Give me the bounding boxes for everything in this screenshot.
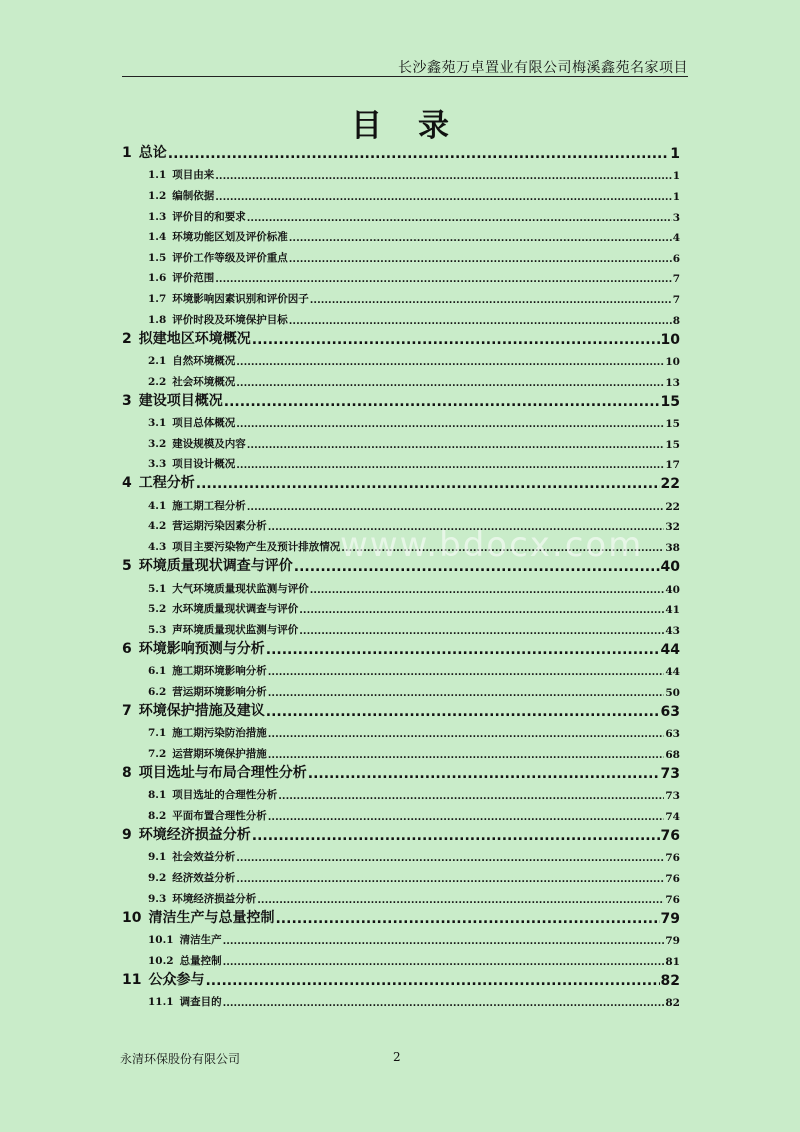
toc-entry-number: 6.2 [148,685,167,698]
toc-leader-dots [247,212,672,224]
toc-entry-title [148,725,267,740]
toc-leader-dots [223,956,665,968]
toc-entry-title [122,638,265,658]
toc-entry-title [122,907,274,927]
toc-section-entry[interactable] [122,802,680,823]
toc-section-entry[interactable] [122,306,680,327]
toc-page-number: 82 [665,997,680,1010]
toc-leader-dots [266,642,660,658]
toc-entry-title [148,312,288,327]
toc-section-entry[interactable] [122,162,680,183]
toc-entry-label: 项目设计概况 [172,458,236,471]
toc-section-entry[interactable] [122,451,680,472]
toc-leader-dots [299,604,664,616]
toc-page-number: 76 [665,873,680,886]
toc-page-number: 81 [665,955,680,968]
toc-leader-dots [289,315,672,327]
toc-entry-title [148,870,235,885]
toc-leader-dots [252,332,660,348]
toc-entry-number: 7 [122,702,132,719]
toc-entry-title [148,953,222,968]
footer-page-number: 2 [393,1050,401,1064]
toc-entry-number: 5 [122,557,132,574]
toc-leader-dots [215,191,671,203]
toc-entry-label: 总论 [138,144,167,161]
toc-entry-label: 环境功能区划及评价标准 [172,231,288,244]
toc-entry-number: 9.2 [148,872,167,885]
toc-entry-title [148,684,267,699]
toc-entry-label: 施工期工程分析 [172,499,246,512]
toc-entry-title [148,291,309,306]
toc-entry-title [148,622,298,637]
toc-entry-title [148,539,340,554]
toc-leader-dots [268,666,665,678]
toc-entry-title [148,374,235,389]
toc-entry-number: 9.3 [148,892,167,905]
table-of-contents [122,141,680,1009]
header-rule [122,76,688,77]
toc-page-number: 63 [665,728,680,741]
toc-chapter-entry[interactable] [122,906,680,927]
toc-section-entry[interactable] [122,348,680,369]
toc-entry-label: 平面布置合理性分析 [172,809,267,822]
toc-entry-number: 1.6 [148,272,167,285]
toc-section-entry[interactable] [122,616,680,637]
toc-entry-number: 3.3 [148,458,167,471]
toc-entry-number: 4 [122,475,132,492]
toc-entry-label: 建设项目概况 [138,392,223,409]
toc-entry-label: 评价目的和要求 [172,210,246,223]
toc-entry-number: 8 [122,764,132,781]
toc-page-number: 22 [660,476,680,493]
toc-entry-label: 清洁生产与总量控制 [148,909,275,926]
watermark: www.bdocx.com [340,525,644,565]
toc-page-number: 43 [665,624,680,637]
toc-leader-dots [224,394,660,410]
toc-page-number: 15 [665,418,680,431]
toc-leader-dots [252,828,660,844]
toc-entry-title [148,250,288,265]
toc-entry-label: 环境经济损益分析 [172,892,257,905]
toc-entry-number: 1.3 [148,210,167,223]
running-header: 长沙鑫苑万卓置业有限公司梅溪鑫苑名家项目 [398,60,688,76]
toc-page-number: 15 [660,393,680,410]
toc-entry-title [148,663,267,678]
toc-leader-dots [223,935,665,947]
toc-chapter-entry[interactable] [122,823,680,844]
toc-entry-number: 2.2 [148,375,167,388]
toc-page-number: 41 [665,604,680,617]
toc-entry-label: 拟建地区环境概况 [138,330,251,347]
toc-section-entry[interactable] [122,740,680,761]
toc-entry-label: 营运期污染因素分析 [172,520,267,533]
toc-section-entry[interactable] [122,430,680,451]
toc-entry-title [148,456,235,471]
toc-entry-number: 3 [122,392,132,409]
toc-entry-label: 项目总体概况 [172,417,236,430]
toc-page-number: 17 [665,459,680,472]
toc-entry-number: 7.1 [148,727,167,740]
toc-entry-label: 社会效益分析 [172,851,236,864]
toc-entry-label: 水环境质量现状调查与评价 [172,603,299,616]
toc-entry-title [148,270,214,285]
toc-entry-title [148,353,235,368]
toc-section-entry[interactable] [122,720,680,741]
toc-entry-label: 项目由来 [172,169,215,182]
toc-page-number: 7 [672,273,680,286]
toc-leader-dots [236,418,664,430]
toc-page-number: 74 [665,810,680,823]
toc-page-number: 50 [665,686,680,699]
toc-section-entry[interactable] [122,285,680,306]
toc-leader-dots [168,146,670,162]
toc-leader-dots [289,253,672,265]
toc-section-entry[interactable] [122,927,680,948]
toc-chapter-entry[interactable] [122,471,680,492]
toc-leader-dots [310,584,665,596]
toc-entry-label: 施工期污染防治措施 [172,727,267,740]
toc-entry-number: 4.3 [148,541,167,554]
toc-page-number: 1 [672,191,680,204]
toc-entry-label: 经济效益分析 [172,872,236,885]
toc-entry-title [148,498,246,513]
toc-entry-title [122,390,223,410]
toc-leader-dots [299,625,664,637]
toc-entry-label: 工程分析 [138,475,195,492]
toc-entry-label: 评价工作等级及评价重点 [172,251,288,264]
toc-entry-number: 5.3 [148,623,167,636]
toc-section-entry[interactable] [122,492,680,513]
toc-page-number: 76 [665,893,680,906]
toc-leader-dots [236,459,664,471]
toc-entry-label: 运营期环境保护措施 [172,747,267,760]
toc-page-number: 1 [670,145,680,162]
toc-section-entry[interactable] [122,410,680,431]
toc-page-number: 10 [660,331,680,348]
toc-section-entry[interactable] [122,575,680,596]
toc-entry-label: 建设规模及内容 [172,437,246,450]
toc-leader-dots [223,997,665,1009]
toc-page-number: 22 [665,500,680,513]
toc-leader-dots [308,766,660,782]
toc-entry-title [122,142,167,162]
toc-section-entry[interactable] [122,224,680,245]
toc-entry-label: 大气环境质量现状监测与评价 [172,582,309,595]
toc-chapter-entry[interactable] [122,141,680,162]
toc-leader-dots [289,232,672,244]
toc-page-number: 68 [665,748,680,761]
toc-chapter-entry[interactable] [122,637,680,658]
toc-section-entry[interactable] [122,658,680,679]
toc-leader-dots [268,728,665,740]
toc-leader-dots [247,501,665,513]
toc-entry-title [148,229,288,244]
toc-leader-dots [268,687,665,699]
toc-entry-label: 总量控制 [179,954,222,967]
toc-entry-title [148,518,267,533]
toc-entry-title [148,746,267,761]
toc-section-entry[interactable] [122,782,680,803]
toc-leader-dots [215,273,671,285]
toc-page-number: 82 [660,972,680,989]
toc-section-entry[interactable] [122,885,680,906]
toc-entry-label: 环境影响因素识别和评价因子 [172,293,309,306]
toc-entry-label: 项目选址与布局合理性分析 [138,764,307,781]
toc-section-entry[interactable] [122,368,680,389]
toc-section-entry[interactable] [122,844,680,865]
toc-leader-dots [236,873,664,885]
toc-entry-number: 5.2 [148,603,167,616]
toc-entry-number: 4.2 [148,520,167,533]
toc-entry-number: 2.1 [148,355,167,368]
toc-page-number: 73 [660,765,680,782]
toc-entry-title [148,436,246,451]
toc-entry-label: 环境经济损益分析 [138,826,251,843]
toc-chapter-entry[interactable] [122,761,680,782]
toc-page-number: 63 [660,703,680,720]
toc-entry-number: 3.2 [148,437,167,450]
toc-page-number: 73 [665,790,680,803]
toc-section-entry[interactable] [122,989,680,1010]
toc-entry-number: 1.4 [148,231,167,244]
toc-entry-number: 8.2 [148,809,167,822]
toc-entry-title [148,787,277,802]
toc-leader-dots [247,439,665,451]
toc-entry-label: 评价范围 [172,272,215,285]
toc-entry-number: 10.2 [148,954,174,967]
toc-page-number: 79 [665,935,680,948]
toc-leader-dots [266,704,660,720]
toc-entry-title [148,581,309,596]
toc-leader-dots [205,973,659,989]
toc-entry-title [148,891,256,906]
toc-leader-dots [236,377,664,389]
toc-entry-title [148,849,235,864]
toc-entry-number: 6 [122,640,132,657]
toc-page-number: 4 [672,232,680,245]
toc-leader-dots [268,811,665,823]
toc-entry-number: 1.2 [148,190,167,203]
toc-entry-label: 自然环境概况 [172,355,236,368]
toc-entry-title [122,824,251,844]
toc-entry-label: 社会环境概况 [172,375,236,388]
toc-page-number: 15 [665,438,680,451]
toc-section-entry[interactable] [122,678,680,699]
toc-page-number: 40 [665,583,680,596]
toc-entry-label: 施工期环境影响分析 [172,665,267,678]
toc-entry-label: 项目选址的合理性分析 [172,789,278,802]
toc-entry-title [122,472,195,492]
toc-entry-number: 6.1 [148,665,167,678]
toc-entry-title [148,601,298,616]
toc-page-number: 1 [672,170,680,183]
toc-page-number: 76 [665,852,680,865]
toc-leader-dots [215,170,671,182]
toc-entry-label: 公众参与 [148,971,205,988]
toc-section-entry[interactable] [122,596,680,617]
toc-entry-label: 评价时段及环境保护目标 [172,313,288,326]
toc-entry-label: 编制依据 [172,190,215,203]
toc-leader-dots [275,911,659,927]
toc-chapter-entry[interactable] [122,968,680,989]
toc-page-number: 76 [660,827,680,844]
toc-entry-number: 5.1 [148,582,167,595]
toc-page-number: 40 [660,558,680,575]
toc-page-number: 7 [672,294,680,307]
toc-entry-label: 项目主要污染物产生及预计排放情况 [172,541,341,554]
toc-entry-title [148,167,214,182]
toc-chapter-entry[interactable] [122,699,680,720]
toc-entry-title [122,555,293,575]
toc-entry-title [122,969,204,989]
toc-entry-title [148,188,214,203]
toc-leader-dots [278,790,664,802]
toc-entry-label: 环境影响预测与分析 [138,640,265,657]
toc-entry-number: 9 [122,826,132,843]
toc-chapter-entry[interactable] [122,327,680,348]
toc-page-number: 32 [665,521,680,534]
toc-entry-label: 环境保护措施及建议 [138,702,265,719]
toc-entry-label: 营运期环境影响分析 [172,685,267,698]
toc-entry-number: 4.1 [148,499,167,512]
toc-entry-number: 1.5 [148,251,167,264]
toc-page-number: 44 [665,666,680,679]
toc-entry-title [148,209,246,224]
toc-entry-number: 8.1 [148,789,167,802]
toc-entry-number: 11.1 [148,996,174,1009]
toc-entry-number: 1.7 [148,293,167,306]
toc-entry-title [148,415,235,430]
toc-leader-dots [310,294,672,306]
toc-page-number: 8 [672,314,680,327]
toc-chapter-entry[interactable] [122,389,680,410]
toc-page-number: 38 [665,542,680,555]
toc-section-entry[interactable] [122,864,680,885]
toc-entry-label: 声环境质量现状监测与评价 [172,623,299,636]
toc-entry-title [122,328,251,348]
toc-entry-title [122,700,265,720]
toc-entry-number: 2 [122,330,132,347]
page-title: 目录 [351,108,485,144]
toc-entry-number: 1.8 [148,313,167,326]
toc-section-entry[interactable] [122,244,680,265]
footer-company: 永清环保股份有限公司 [120,1052,241,1066]
toc-entry-number: 10 [122,909,142,926]
toc-entry-number: 7.2 [148,747,167,760]
toc-leader-dots [196,476,660,492]
toc-entry-title [148,932,222,947]
toc-page-number: 6 [672,252,680,265]
toc-section-entry[interactable] [122,265,680,286]
toc-entry-label: 清洁生产 [179,934,222,947]
toc-entry-number: 1.1 [148,169,167,182]
toc-section-entry[interactable] [122,203,680,224]
toc-entry-title [148,994,222,1009]
toc-page-number: 13 [665,376,680,389]
toc-entry-number: 11 [122,971,142,988]
toc-entry-title [148,808,267,823]
toc-leader-dots [257,894,664,906]
toc-page-number: 44 [660,641,680,658]
toc-entry-number: 1 [122,144,132,161]
toc-entry-number: 10.1 [148,934,174,947]
toc-page-number: 79 [660,910,680,927]
toc-leader-dots [236,356,664,368]
toc-leader-dots [236,852,664,864]
toc-entry-number: 9.1 [148,851,167,864]
toc-page-number: 10 [665,356,680,369]
toc-entry-number: 3.1 [148,417,167,430]
toc-page-number: 3 [672,211,680,224]
toc-section-entry[interactable] [122,947,680,968]
toc-entry-label: 调查目的 [179,996,222,1009]
toc-entry-title [122,762,307,782]
toc-leader-dots [268,749,665,761]
toc-section-entry[interactable] [122,182,680,203]
toc-entry-label: 环境质量现状调查与评价 [138,557,293,574]
